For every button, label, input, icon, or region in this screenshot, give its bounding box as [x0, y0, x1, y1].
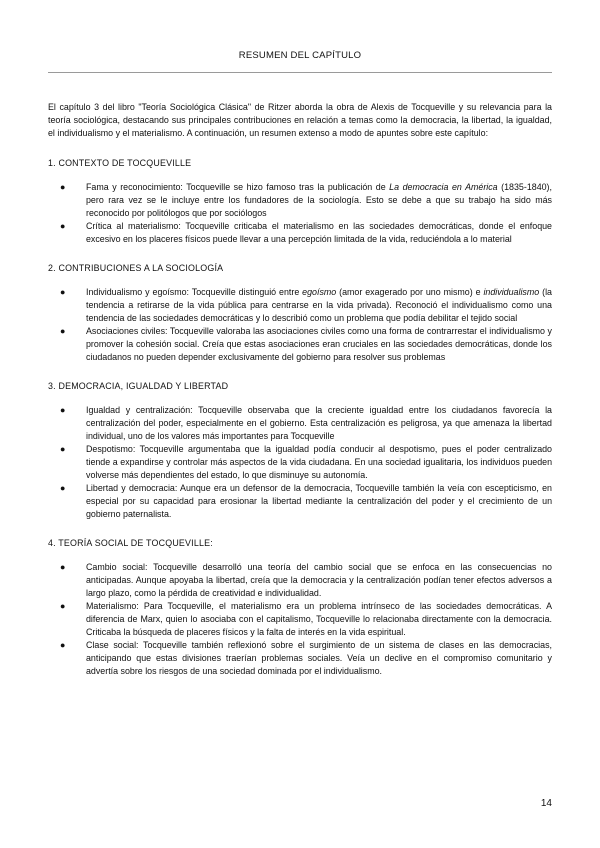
- bullet-icon: ●: [60, 221, 66, 231]
- page-content: [48, 101, 552, 694]
- list-item: ● Materialismo: Para Tocqueville, el materialismo era un problema intrínseco de las sociedades democráticas. A diferencia de Marx, quien lo asociaba con el capitalismo, Tocqueville lo relacionaba directamente con la democracia. Criticaba la búsqueda de placeres físicos y la falta de interés en la vida espiritual.: [60, 601, 552, 637]
- bullet-icon: ●: [60, 562, 66, 572]
- page-number: 14: [540, 798, 552, 809]
- list-item: ● Individualismo y egoísmo: Tocqueville distinguió entre egoísmo (amor exagerado por uno mismo) e individualismo (la tendencia a retirarse de la vida pública para centrarse en la vida privada). Reconoció el individualismo como una tendencia de las sociedades democráticas y lo describió como un problema que podía debilitar el tejido social: [60, 287, 552, 323]
- bullet-icon: ●: [60, 444, 66, 454]
- section-title-contribuciones: 2. CONTRIBUCIONES A LA SOCIOLOGÍA: [48, 263, 224, 273]
- list-item: ● Crítica al materialismo: Tocqueville criticaba el materialismo en las sociedades democráticas, donde el enfoque excesivo en los placeres físicos puede llevar a una percepción limitada de la vida, reduciéndola a lo material: [60, 221, 552, 244]
- bullet-icon: ●: [60, 640, 66, 650]
- bullet-icon: ●: [60, 601, 66, 611]
- section-list-teoria-social: [48, 561, 552, 678]
- bullet-icon: ●: [60, 287, 66, 297]
- emphasis-term: egoísmo: [302, 287, 337, 297]
- section-list-democracia: [48, 404, 552, 521]
- list-item: ● Libertad y democracia: Aunque era un defensor de la democracia, Tocqueville también la veía con escepticismo, en especial por su capacidad para erosionar la libertad mediante la centralización del poder y el crecimiento de un gobierno paternalista.: [60, 483, 552, 519]
- list-item: ● Fama y reconocimiento: Tocqueville se hizo famoso tras la publicación de La democracia en América (1835-1840), pero rara vez se le incluye entre los fundadores de la sociología. Esto se debe a que su trabajo ha sido más reconocido por politólogos que por sociólogos: [60, 182, 552, 218]
- section-title-democracia: 3. DEMOCRACIA, IGUALDAD Y LIBERTAD: [48, 381, 229, 391]
- list-item: ● Asociaciones civiles: Tocqueville valoraba las asociaciones civiles como una forma de contrarrestar el individualismo y promover la cohesión social. Creía que estas asociaciones eran cruciales en las sociedades democráticas, donde los ciudadanos no pueden depender exclusivamente del gobierno para resolver sus problemas: [60, 326, 552, 362]
- section-list-contexto: [48, 181, 552, 246]
- page-header: RESUMEN DEL CAPÍTULO: [238, 50, 362, 61]
- header-divider: [48, 72, 552, 73]
- emphasis-term: individualismo: [483, 287, 540, 297]
- list-item: ● Despotismo: Tocqueville argumentaba que la igualdad podía conducir al despotismo, pues el poder centralizado tiende a expandirse y controlar más aspectos de la vida ciudadana. En una sociedad igualitaria, los individuos pueden volverse más dependientes del estado, lo que disminuye su autonomía.: [60, 444, 552, 480]
- section-title-teoria-social: 4. TEORÍA SOCIAL DE TOCQUEVILLE:: [48, 538, 213, 548]
- list-item: ● Cambio social: Tocqueville desarrolló una teoría del cambio social que se enfoca en las consecuencias no anticipadas. Aunque apoyaba la libertad, creía que la democracia y la centralización podían tener efectos adversos a largo plazo, como la pérdida de creatividad e individualidad.: [60, 562, 552, 598]
- book-title: La democracia en América: [389, 182, 498, 192]
- list-item: ● Clase social: Tocqueville también reflexionó sobre el surgimiento de un sistema de clases en las democracias, anticipando que estas divisiones traerían problemas sociales. Veía un declive en el compromiso comunitario y advertía sobre los riesgos de una sociedad dominada por el individualismo.: [60, 640, 552, 676]
- intro-paragraph: El capítulo 3 del libro "Teoría Sociológica Clásica" de Ritzer aborda la obra de Alexis de Tocqueville y su relevancia para la teoría sociológica, destacando sus principales contribuciones en relación a temas como la democracia, la libertad, la igualdad, el individualismo y el materialismo. A continuación, un resumen extenso a modo de apuntes sobre este capítulo:: [48, 102, 552, 138]
- bullet-icon: ●: [60, 182, 66, 192]
- bullet-icon: ●: [60, 405, 66, 415]
- bullet-icon: ●: [60, 326, 66, 336]
- section-title-contexto: 1. CONTEXTO DE TOCQUEVILLE: [48, 158, 192, 168]
- list-item: ● Igualdad y centralización: Tocqueville observaba que la creciente igualdad entre los ciudadanos favorecía la centralización del poder, especialmente en el gobierno. Esta centralización es peligrosa, ya que amenaza la libertad individual, uno de los valores más importantes para Tocqueville: [60, 405, 552, 441]
- bullet-icon: ●: [60, 483, 66, 493]
- section-list-contribuciones: [48, 286, 552, 364]
